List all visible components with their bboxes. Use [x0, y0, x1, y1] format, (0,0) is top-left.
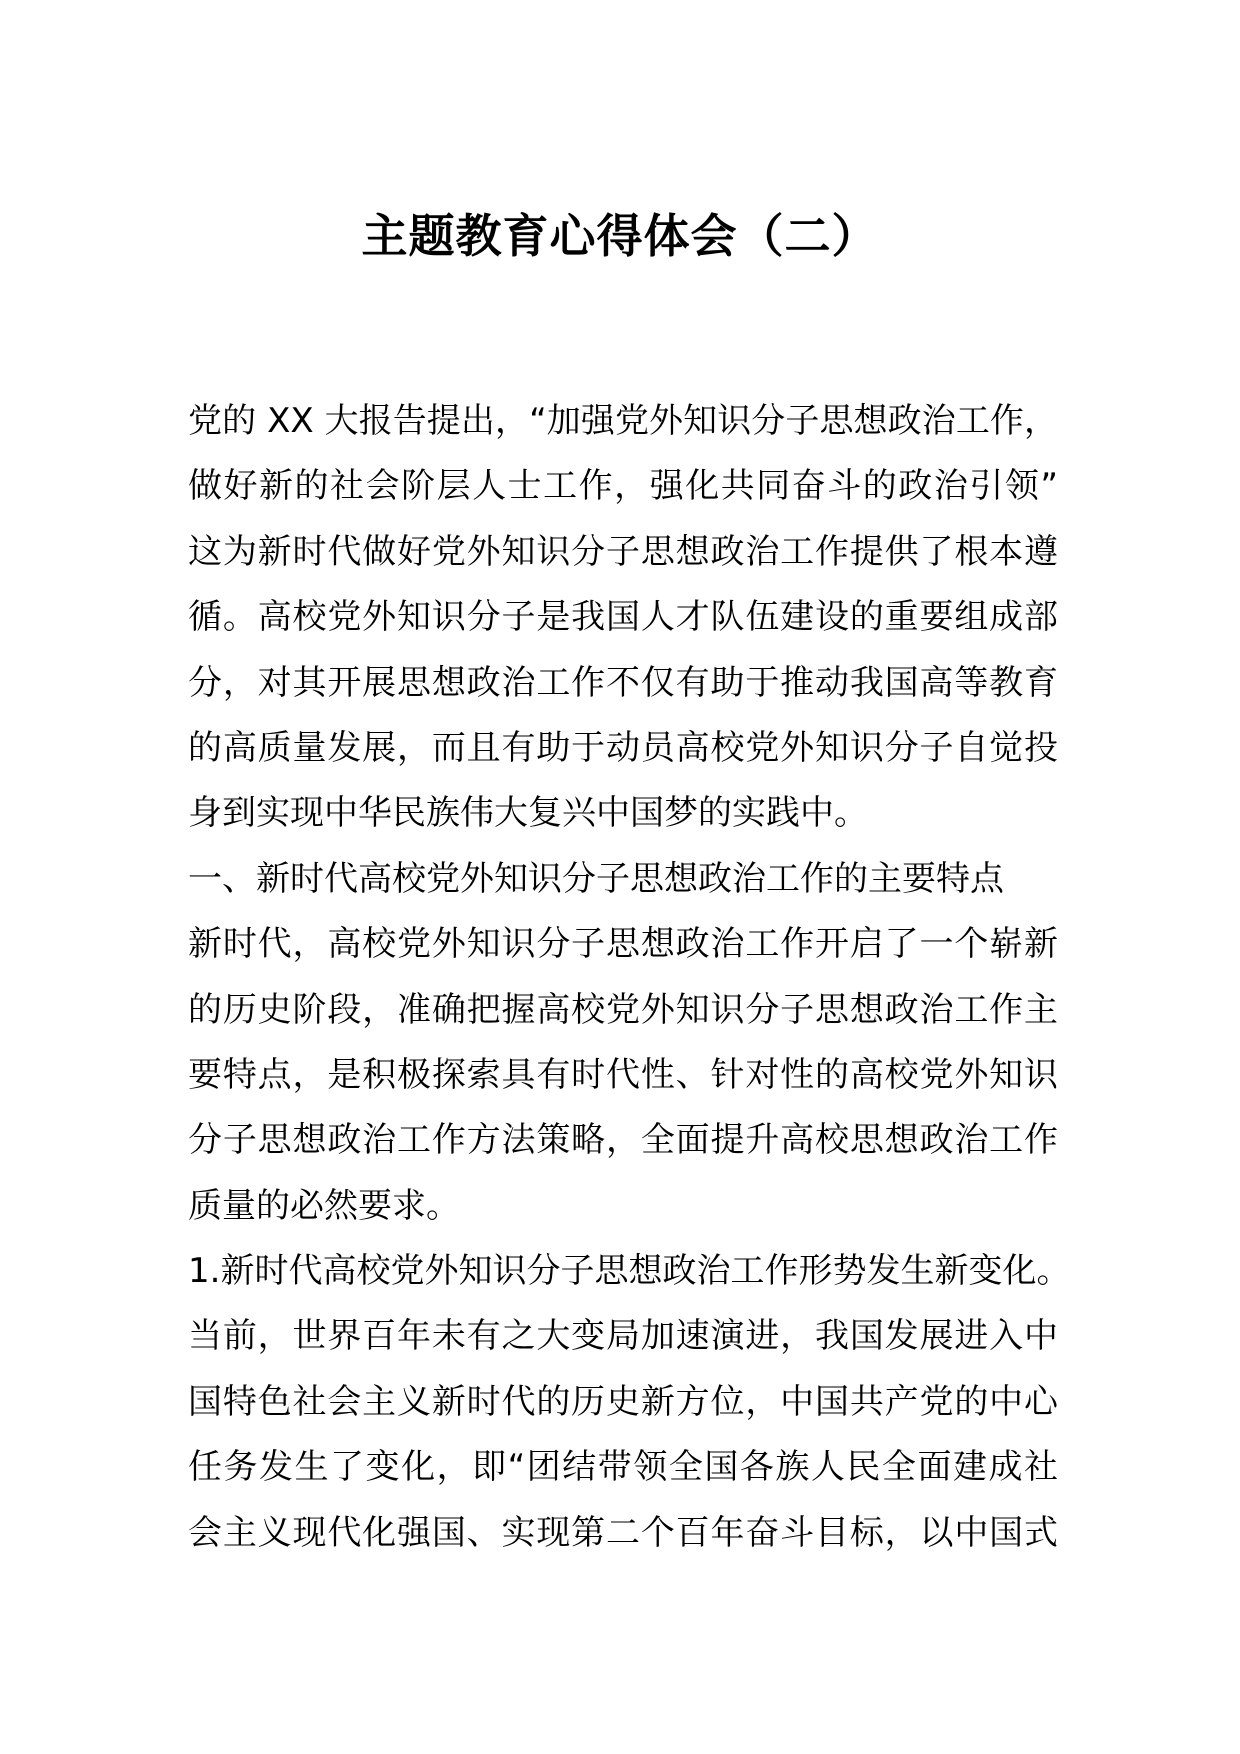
paragraph-line-5: 分，对其开展思想政治工作不仅有助于推动我国高等教育: [188, 662, 1058, 703]
paragraph-line-7: 身到实现中华民族伟大复兴中国梦的实践中。: [188, 793, 868, 834]
paragraph-line-1: 党的 XX 大报告提出，“加强党外知识分子思想政治工作，: [188, 401, 1058, 441]
paragraph-line-12: 分子思想政治工作方法策略，全面提升高校思想政治工作: [188, 1120, 1058, 1161]
document-body: [188, 389, 1071, 1566]
paragraph-line-2: 做好新的社会阶层人士工作，强化共同奋斗的政治引领”: [188, 466, 1058, 507]
paragraph-line-3: 这为新时代做好党外知识分子思想政治工作提供了根本遵: [188, 531, 1058, 572]
paragraph-line-10: 的历史阶段，准确把握高校党外知识分子思想政治工作主: [188, 989, 1058, 1030]
paragraph-line-15: 当前，世界百年未有之大变局加速演进，我国发展进入中: [188, 1316, 1058, 1357]
paragraph-line-11: 要特点，是积极探索具有时代性、针对性的高校党外知识: [188, 1054, 1058, 1095]
section-heading-1: 一、新时代高校党外知识分子思想政治工作的主要特点: [188, 858, 1004, 899]
paragraph-line-17: 任务发生了变化，即“团结带领全国各族人民全面建成社: [188, 1447, 1058, 1488]
subsection-heading-1: 1.新时代高校党外知识分子思想政治工作形势发生新变化。: [188, 1251, 1071, 1292]
paragraph-line-18: 会主义现代化强国、实现第二个百年奋斗目标，以中国式: [188, 1512, 1058, 1553]
paragraph-line-16: 国特色社会主义新时代的历史新方位，中国共产党的中心: [188, 1381, 1058, 1422]
paragraph-line-4: 循。高校党外知识分子是我国人才队伍建设的重要组成部: [188, 597, 1058, 638]
paragraph-line-13: 质量的必然要求。: [188, 1185, 460, 1226]
paragraph-line-9: 新时代，高校党外知识分子思想政治工作开启了一个崭新: [188, 924, 1058, 965]
document-title: 主题教育心得体会（二）: [361, 209, 879, 263]
paragraph-line-6: 的高质量发展，而且有助于动员高校党外知识分子自觉投: [188, 727, 1058, 768]
